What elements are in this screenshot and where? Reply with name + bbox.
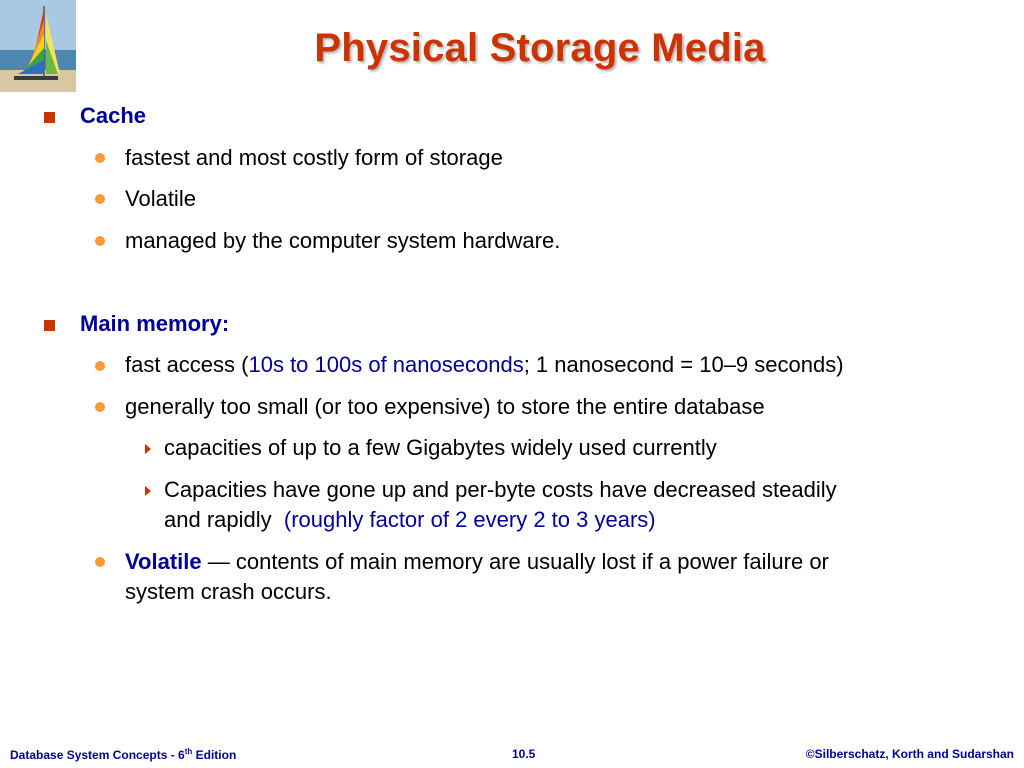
footer-superscript: th <box>184 747 193 756</box>
volatile-text: — contents of main memory are usually lost if a power failure or <box>201 549 829 574</box>
sailboat-logo-icon <box>0 0 76 92</box>
list-item: fastest and most costly form of storage <box>125 145 503 170</box>
access-suffix: ; 1 nanosecond = 10–9 seconds) <box>523 352 844 377</box>
slide-title: Physical Storage Media <box>314 26 766 70</box>
list-item-continuation: system crash occurs. <box>125 579 332 604</box>
footer-book-title <box>10 747 236 762</box>
list-item: Volatile <box>125 186 196 211</box>
access-prefix: fast access ( <box>125 352 249 377</box>
access-time-highlight: 10s to 100s of nanoseconds <box>248 352 524 377</box>
volatile-term: Volatile <box>125 549 202 574</box>
square-bullet-icon <box>44 320 55 331</box>
footer-left-suffix: Edition <box>192 748 237 762</box>
sub-list-item-continuation <box>164 505 656 535</box>
round-bullet-icon <box>95 402 105 412</box>
round-bullet-icon <box>95 153 105 163</box>
footer-page-number: 10.5 <box>512 747 536 761</box>
round-bullet-icon <box>95 194 105 204</box>
round-bullet-icon <box>95 361 105 371</box>
list-item: generally too small (or too expensive) to store the entire database <box>125 394 765 419</box>
sub-list-item: capacities of up to a few Gigabytes widely used currently <box>164 435 717 460</box>
round-bullet-icon <box>95 557 105 567</box>
arrow-bullet-icon <box>145 444 151 454</box>
section-heading-cache: Cache <box>80 103 147 128</box>
list-item <box>125 350 844 380</box>
round-bullet-icon <box>95 236 105 246</box>
sub-list-item: Capacities have gone up and per-byte costs have decreased steadily <box>164 477 837 502</box>
list-item <box>125 547 829 577</box>
continuation-text: and rapidly <box>164 507 272 532</box>
arrow-bullet-icon <box>145 486 151 496</box>
square-bullet-icon <box>44 112 55 123</box>
list-item: managed by the computer system hardware. <box>125 228 561 253</box>
footer-copyright: ©Silberschatz, Korth and Sudarshan <box>805 747 1014 761</box>
footer-left-text: Database System Concepts - 6 <box>10 748 185 762</box>
growth-rate-note: (roughly factor of 2 every 2 to 3 years) <box>283 507 656 532</box>
section-heading-main-memory: Main memory: <box>80 311 230 336</box>
